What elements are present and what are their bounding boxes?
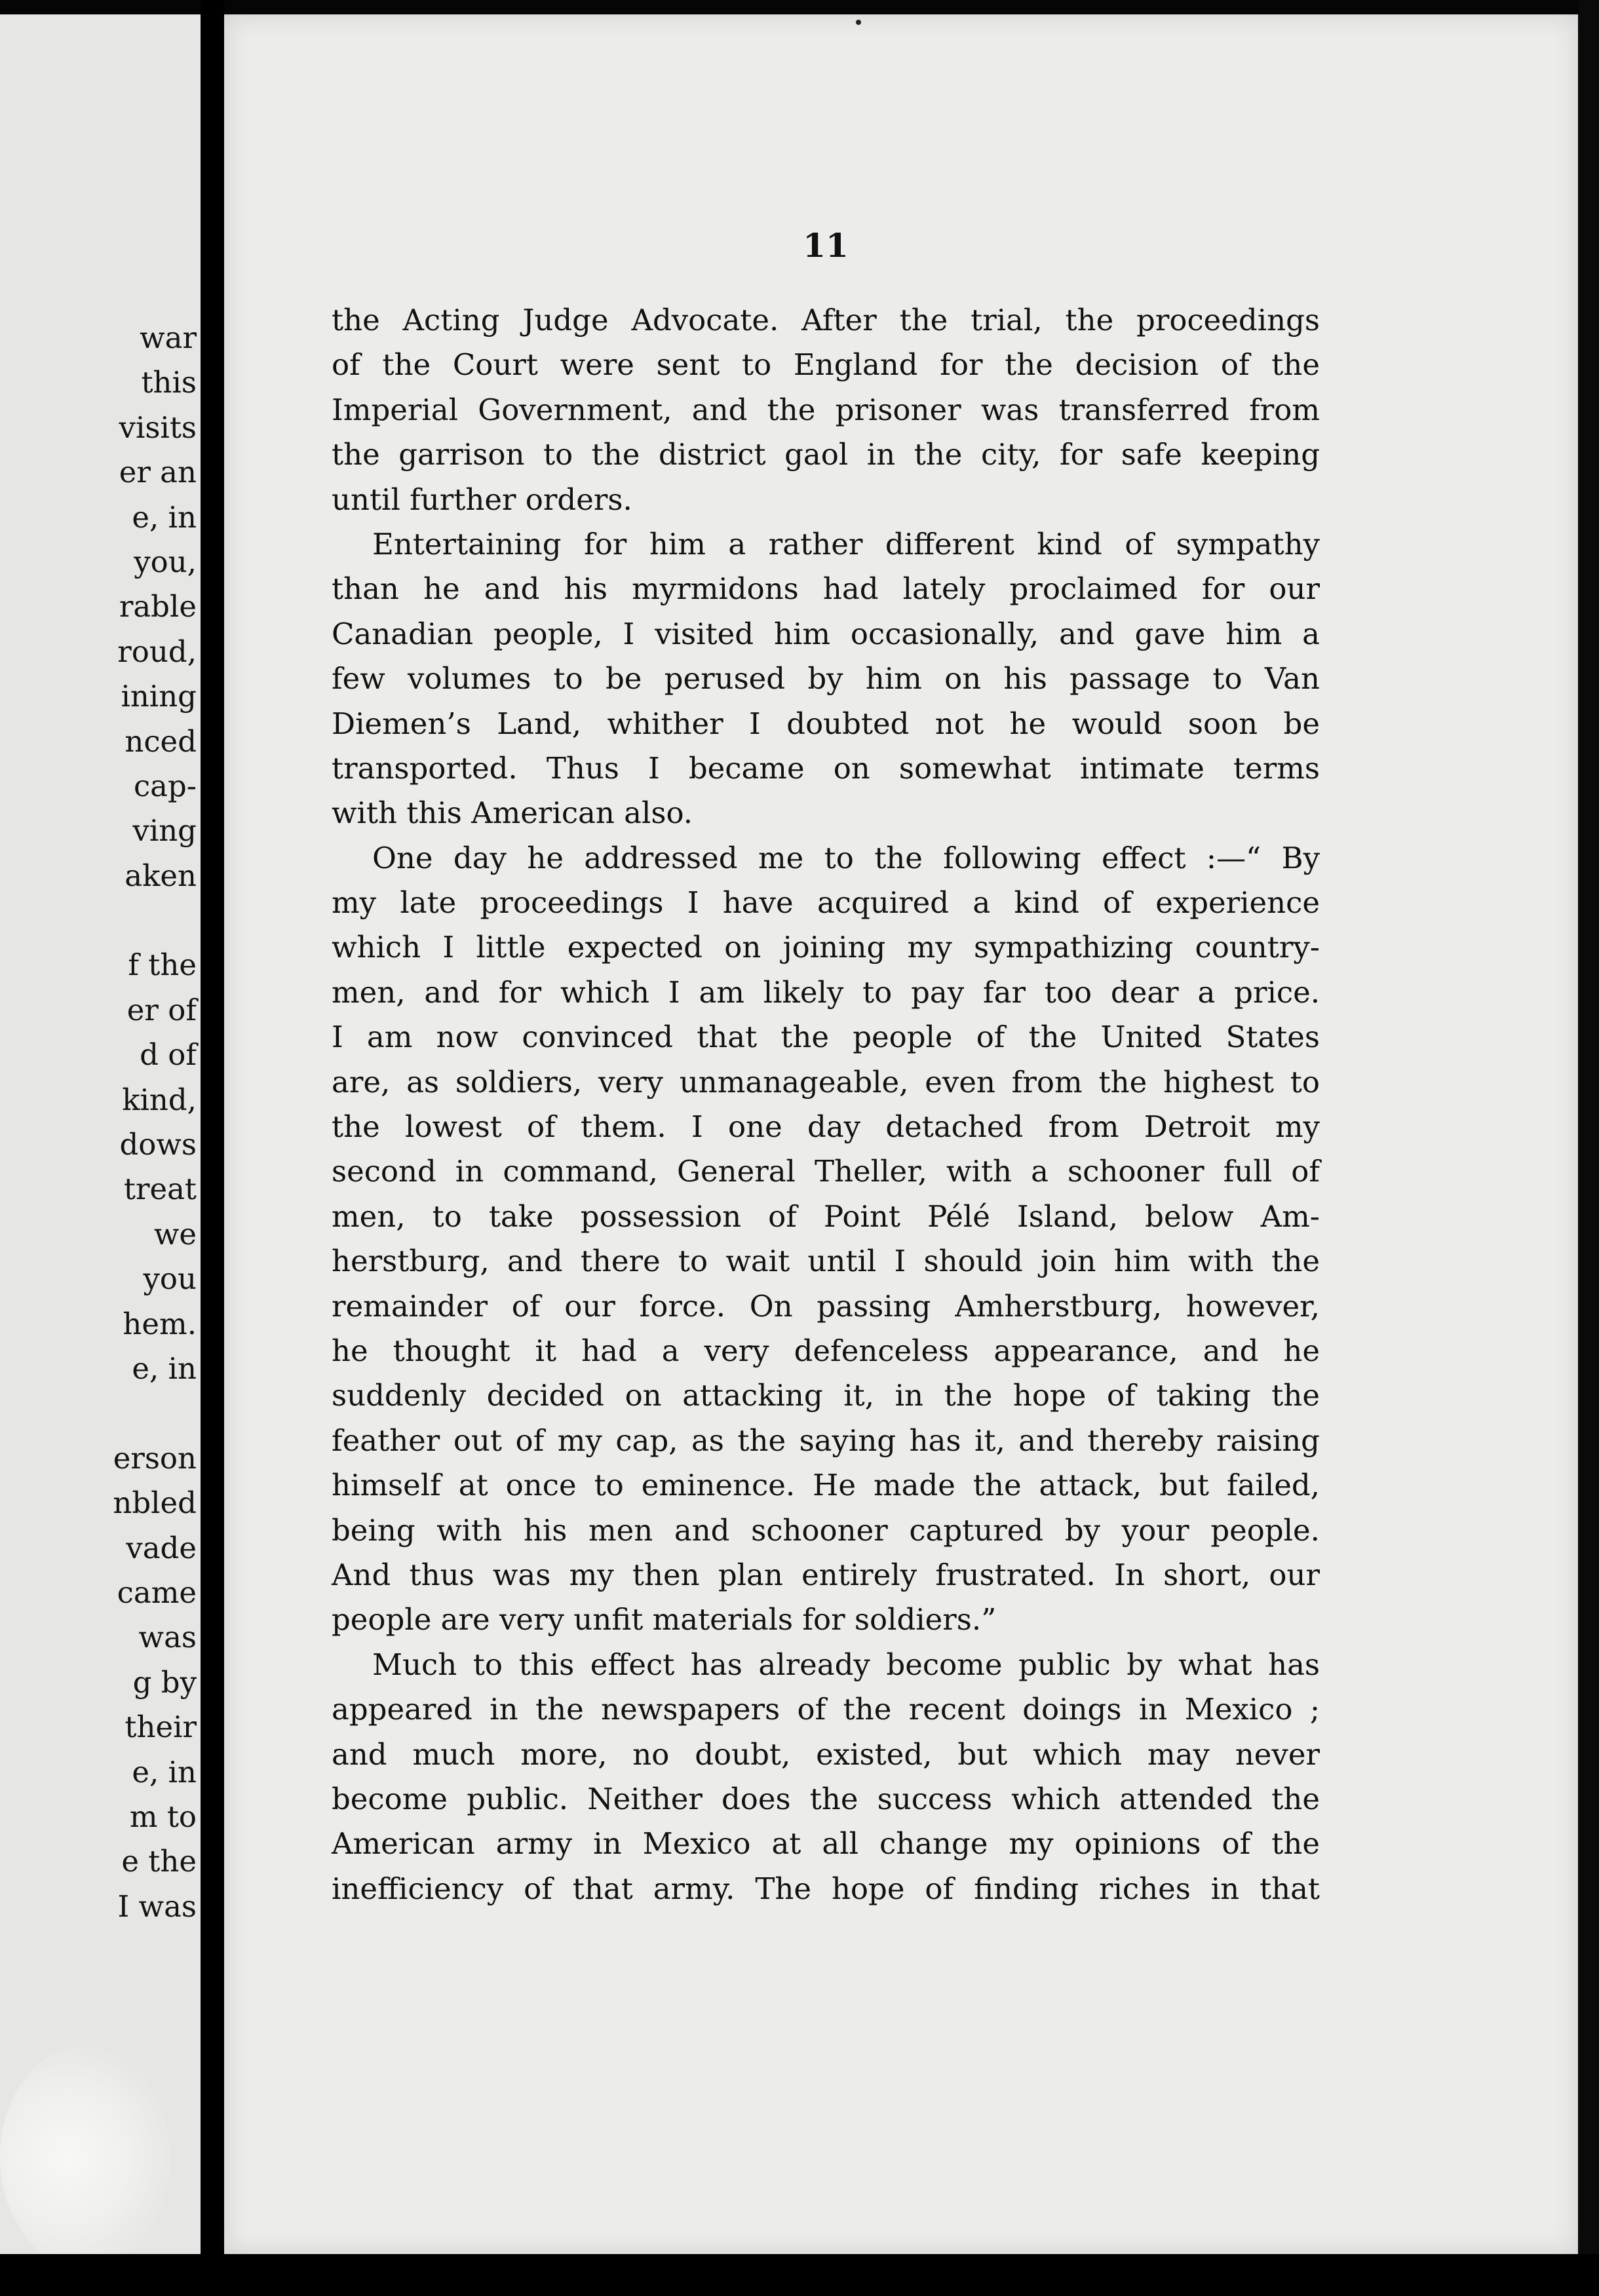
left-fragment-line (0, 1391, 197, 1436)
text-line: Canadian people, I visited him occasionally, and gave him a (332, 616, 1320, 651)
text-line: than he and his myrmidons had lately proclaimed for our (332, 571, 1320, 607)
left-fragment-line: vade (126, 1530, 197, 1565)
text-line: are, as soldiers, very unmanageable, even from the highest to (332, 1064, 1320, 1100)
text-line: himself at once to eminence. He made the attack, but failed, (332, 1468, 1320, 1503)
left-fragment-line: I was (117, 1888, 197, 1924)
text-line: I am now convinced that the people of the United States (332, 1020, 1320, 1055)
left-fragment-line: e the (121, 1844, 197, 1879)
page-number: 11 (803, 226, 849, 265)
left-fragment-line: er of (126, 992, 197, 1027)
paragraph (332, 522, 1320, 836)
left-fragment-line: roud, (117, 634, 197, 669)
text-line: he thought it had a very defenceless appearance, and he (332, 1333, 1320, 1368)
left-fragment-line: treat (123, 1172, 197, 1207)
left-fragment-line: er an (119, 455, 197, 490)
text-line: herstburg, and there to wait until I should join him with the (332, 1244, 1320, 1279)
paragraph (332, 1643, 1320, 1911)
left-fragment-line: g by (132, 1664, 197, 1700)
text-line: Diemen’s Land, whither I doubted not he would soon be (332, 706, 1320, 741)
paper-stain (0, 2046, 170, 2268)
text-line: inefficiency of that army. The hope of finding riches in that (332, 1871, 1320, 1906)
left-fragment-line: e, in (132, 1350, 197, 1386)
text-line: few volumes to be perused by him on his passage to Van (332, 661, 1320, 697)
left-fragment-line: e, in (132, 499, 197, 535)
text-line: feather out of my cap, as the saying has it, and thereby raising (332, 1423, 1320, 1458)
left-fragment-line: m to (129, 1799, 197, 1834)
left-fragment-line: erson (113, 1440, 197, 1476)
text-line: suddenly decided on attacking it, in the hope of taking the (332, 1378, 1320, 1413)
left-fragment-line: you, (134, 544, 197, 579)
left-fragment-line: rable (119, 589, 197, 624)
text-line: people are very unfit materials for soldiers.” (332, 1602, 997, 1637)
left-fragment-line: this (141, 365, 197, 400)
left-fragment-line: cap- (133, 768, 197, 803)
text-line: men, to take possession of Point Pélé Island, below Am- (332, 1198, 1320, 1234)
left-page (0, 14, 201, 2268)
paragraph (332, 836, 1320, 1643)
left-fragment-line: d of (140, 1037, 197, 1073)
left-fragment-line: was (138, 1620, 197, 1655)
left-fragment-line: their (125, 1710, 197, 1745)
text-line: One day he addressed me to the following effect :—“ By (372, 840, 1320, 875)
text-line: second in command, General Theller, with a schooner full of (332, 1154, 1320, 1189)
book-gutter (201, 0, 224, 2296)
left-fragment-line: e, in (132, 1754, 197, 1789)
text-line: my late proceedings I have acquired a kind of experience (332, 885, 1320, 921)
left-fragment-line: we (153, 1216, 197, 1252)
text-line: Entertaining for him a rather different kind of sympathy (372, 526, 1320, 562)
left-fragment-line: hem. (123, 1306, 197, 1341)
left-fragment-line: nced (125, 723, 197, 759)
text-line: Much to this effect has already become public by what has (372, 1647, 1320, 1682)
text-line: the Acting Judge Advocate. After the trial, the proceedings (332, 303, 1320, 337)
text-line: and much more, no doubt, existed, but which may never (332, 1736, 1320, 1772)
paragraph (332, 298, 1320, 522)
left-fragment-line: dows (119, 1127, 197, 1162)
text-line: transported. Thus I became on somewhat intimate terms (332, 750, 1320, 786)
text-line: which I little expected on joining my sympathizing country- (332, 930, 1320, 965)
left-fragment-line (0, 898, 197, 943)
text-line: remainder of our force. On passing Amherstburg, however, (332, 1288, 1320, 1324)
left-page-text-fragments (0, 316, 197, 1929)
text-line: appeared in the newspapers of the recent doings in Mexico ; (332, 1692, 1320, 1727)
text-line: the lowest of them. I one day detached from Detroit my (332, 1109, 1320, 1145)
left-fragment-line: ving (132, 813, 197, 849)
page-body-text (332, 298, 1320, 1911)
left-fragment-line: you (143, 1261, 197, 1297)
left-fragment-line: kind, (122, 1082, 197, 1117)
text-line: American army in Mexico at all change my opinions of the (332, 1826, 1320, 1862)
text-line: become public. Neither does the success which attended the (332, 1781, 1320, 1816)
left-fragment-line: f the (128, 947, 197, 983)
text-line: being with his men and schooner captured by your people. (332, 1512, 1320, 1548)
text-line: the garrison to the district gaol in the city, for safe keeping (332, 437, 1320, 472)
left-fragment-line: nbled (113, 1485, 197, 1521)
left-fragment-line: war (140, 320, 197, 355)
text-line: Imperial Government, and the prisoner was transferred from (332, 392, 1320, 427)
left-fragment-line: came (117, 1575, 197, 1610)
ink-dot (856, 20, 861, 25)
left-fragment-line: ining (121, 679, 197, 714)
text-line: with this American also. (332, 795, 693, 831)
scan-bottom-edge (0, 2254, 1599, 2296)
left-fragment-line: visits (119, 410, 197, 445)
text-line: of the Court were sent to England for the decision of the (332, 347, 1320, 383)
left-fragment-line: aken (125, 858, 197, 893)
text-line: And thus was my then plan entirely frustrated. In short, our (332, 1557, 1320, 1592)
scan-right-edge (1578, 0, 1599, 2296)
text-line: men, and for which I am likely to pay far too dear a price. (332, 974, 1320, 1010)
text-line: until further orders. (332, 482, 632, 517)
